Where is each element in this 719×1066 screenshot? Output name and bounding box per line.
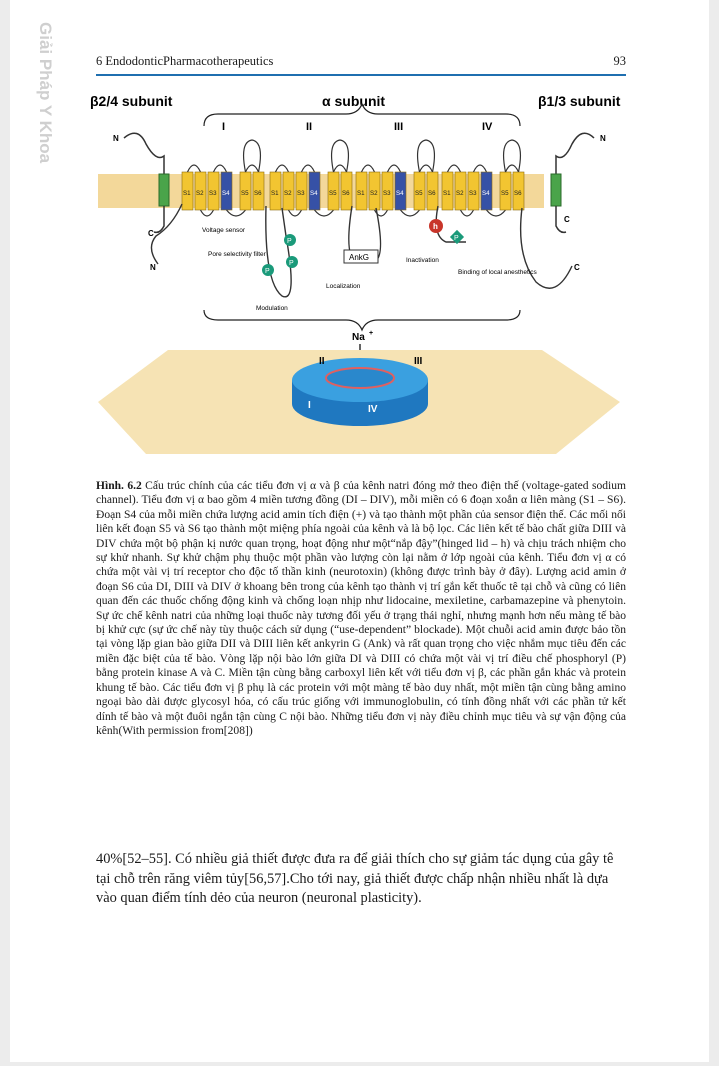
helix-label-d2-s2: S2 <box>284 190 292 197</box>
beta13-n: N <box>600 134 606 143</box>
alpha-n-label: N <box>150 263 156 272</box>
loop-d1-3 <box>214 165 227 172</box>
helix-label-d3-s2: S2 <box>370 190 378 197</box>
helix-label-d1-s6: S6 <box>254 190 262 197</box>
helix-label-d3-s4: S4 <box>396 190 404 197</box>
na-label: Na <box>352 332 365 343</box>
loop-d4-1 <box>448 165 461 172</box>
ring-label-iii: III <box>414 356 423 367</box>
helix-label-d2-s6: S6 <box>342 190 350 197</box>
helix-label-d2-s3: S3 <box>297 190 305 197</box>
loop-d3-3 <box>388 165 401 172</box>
ring-label-iv: IV <box>368 404 378 415</box>
chapter-title: 6 EndodonticPharmacotherapeutics <box>96 54 274 68</box>
helix-label-d3-s1: S1 <box>357 190 365 197</box>
voltage-sensor-label: Voltage sensor <box>202 227 246 234</box>
loop-d3-5 <box>420 165 433 172</box>
helix-label-d3-s5: S5 <box>415 190 423 197</box>
hinged-lid-label: h <box>433 222 438 231</box>
figure-caption <box>96 479 626 738</box>
loop-d3-4 <box>401 210 420 216</box>
ring-pore <box>326 368 394 388</box>
loop-d2-5 <box>334 165 347 172</box>
helix-label-d4-s3: S3 <box>469 190 477 197</box>
loop-d4-5 <box>506 165 519 172</box>
localization-label: Localization <box>326 283 361 290</box>
loop-d2-3 <box>302 165 315 172</box>
alpha-c-label: C <box>574 263 580 272</box>
modulation-label: Modulation <box>256 305 288 312</box>
phospho-label-3: P <box>265 268 270 275</box>
ring-label-i: I <box>308 400 311 411</box>
pore-loop-d2 <box>332 140 349 172</box>
loop-d2-1 <box>276 165 289 172</box>
watermark-text: Giải Pháp Y Khoa <box>36 22 55 164</box>
ankg-label: AnkG <box>349 253 370 262</box>
caption-text: Cấu trúc chính của các tiểu đơn vị α và β của kênh natri đóng mở theo điện thế (voltage-gated sodium channel). Tiểu đơn vị α bao gồm 4 miền tương đồng (DI – DIV), mỗi miền có 6 đoạn xoắn α liên màng (S1 – S6). Đoạn S4 của mỗi miền chứa lượng acid amin tích điện (+) và tạo thành một phần của sensor điện thế. Các mối nối liên kết đoạn S5 và S6 tạo thành một miệng phía ngoài của kênh và là bộ lọc. Các liên kết tế bào chất giữa DIII và DIV chứa một bộ phận kị nước quan trọng, hoạt động như một“nắp đậy”(hinged lid – h) và chịu trách nhiệm cho sự khử nhanh. Sự khử chậm phụ thuộc một phần vào lượng còn lại nằm ở lớp ngoài của kênh. Tiểu đơn vị α có chứa một vài vị trí receptor cho độc tố thần kinh (neurotoxin) (không được trình bày ở đây). Lượng acid amin ở đoạn S6 của DI, DIII và DIV ở khoang bên trong của kênh tạo thành vị trí gắn kết thuốc tê tại chỗ và cũng có liên quan đến các thuốc chống động kinh và chống loạn nhịp như lidocaine, mexiletine, carbamazepine và phenytoin. Sự ức chế kênh natri của những loại thuốc này tương đối yếu ở trạng thái nghỉ, nhưng mạnh hơn nếu màng tế bào bị khử cực (sự ức chế này tùy thuộc cách sử dụng (“use-dependent” blockade). Một chuỗi acid amin được bảo tồn tại vòng lặp gian bào giữa DII và DIII liên kết ankyrin G (Ank) và rất quan trọng cho việc nhắm mục tiêu đến các miền đặc biệt của tế bào. Vòng lặp nội bào lớn giữa DI và DIII có chứa một vài vị trí điều chế phosphoryl (P) bằng protein kinase A và C. Miền tận cùng bằng carboxyl liên kết với tiểu đơn vị β, các phần gắn khác và protein khung tế bào. Các tiểu đơn vị β phụ là các protein với một màng tế bào duy nhất, một miền tận cùng bằng amino ngoại bào dài được glycosyl hóa, có cấu trúc giống với immunoglobulin, có tính đồng nhất với các phần tử kết dính tế bào và một đuôi ngắn tận cùng C nội bào. Những tiểu đơn vị này điều chỉnh mục tiêu và sự vận động của kênh(With permission from[208]) <box>96 480 626 737</box>
domain-label-iii: III <box>394 121 404 133</box>
running-header <box>96 54 626 70</box>
helix-label-d3-s3: S3 <box>383 190 391 197</box>
beta24-helix <box>159 174 169 206</box>
beta13-title: β1/3 subunit <box>538 93 621 109</box>
page-number: 93 <box>613 54 626 68</box>
phospho-label-2: P <box>289 260 294 267</box>
loop-d1-2 <box>201 210 214 216</box>
loop-d4-3 <box>474 165 487 172</box>
loop-d1-4 <box>227 210 246 216</box>
helix-label-d1-s3: S3 <box>209 190 217 197</box>
loop-d1-1 <box>188 165 201 172</box>
helix-label-d2-s5: S5 <box>329 190 337 197</box>
helix-label-d3-s6: S6 <box>428 190 436 197</box>
caption-label: Hình. 6.2 <box>96 480 142 492</box>
beta24-extracellular <box>124 133 164 176</box>
domain-label-iv: IV <box>482 121 493 133</box>
beta24-c: C <box>148 229 154 238</box>
loop-d2-4 <box>315 210 334 216</box>
beta24-title: β2/4 subunit <box>90 93 173 109</box>
phospho-label-1: P <box>287 238 292 245</box>
pore-filter-label: Pore selectivity filter <box>208 251 266 258</box>
helix-label-d4-s2: S2 <box>456 190 464 197</box>
ring-label-ii: II <box>319 356 325 367</box>
inactivation-label: Inactivation <box>406 257 439 264</box>
domain-label-i: I <box>222 121 226 133</box>
helix-label-d4-s5: S5 <box>501 190 509 197</box>
helix-label-d4-s6: S6 <box>514 190 522 197</box>
beta13-helix <box>551 174 561 206</box>
helix-label-d4-s4: S4 <box>482 190 490 197</box>
alpha-n-terminus <box>151 204 182 264</box>
beta24-n: N <box>113 134 119 143</box>
loop-d4-4 <box>487 210 506 216</box>
loop-d1-5 <box>246 165 259 172</box>
helix-label-d1-s5: S5 <box>241 190 249 197</box>
na-superscript: + <box>369 330 374 337</box>
sodium-channel-figure <box>86 86 638 462</box>
pore-loop-d3 <box>418 140 435 172</box>
watermark <box>10 14 55 214</box>
loop-i-ii <box>266 206 291 297</box>
beta24-tail <box>154 206 164 232</box>
pore-loop-d1 <box>244 140 261 172</box>
binding-label: Binding of local anesthetics <box>458 269 537 276</box>
loop-d4-2 <box>461 210 474 216</box>
helix-label-d1-s2: S2 <box>196 190 204 197</box>
body-paragraph: 40%[52–55]. Có nhiều giả thiết được đưa ra để giải thích cho sự giảm tác dụng của gây tê tại chỗ trên răng viêm tủy[56,57].Cho tới nay, giả thiết được chấp nhận nhiều nhất là dựa vào quan điểm tính dẻo của neuron (neuronal plasticity). <box>96 851 614 906</box>
beta13-c: C <box>564 215 570 224</box>
loop-d3-1 <box>362 165 375 172</box>
helix-label-d1-s1: S1 <box>183 190 191 197</box>
helix-label-d1-s4: S4 <box>222 190 230 197</box>
header-rule <box>96 74 626 76</box>
loop-d2-2 <box>289 210 302 216</box>
phospho-label-4: P <box>454 235 459 242</box>
helix-label-d2-s1: S1 <box>271 190 279 197</box>
helix-label-d4-s1: S1 <box>443 190 451 197</box>
bottom-brace <box>204 310 520 330</box>
beta13-extracellular <box>556 133 594 176</box>
helix-label-d2-s4: S4 <box>310 190 318 197</box>
domain-label-ii: II <box>306 121 313 133</box>
alpha-title: α subunit <box>322 93 386 109</box>
pore-loop-d4 <box>504 140 521 172</box>
